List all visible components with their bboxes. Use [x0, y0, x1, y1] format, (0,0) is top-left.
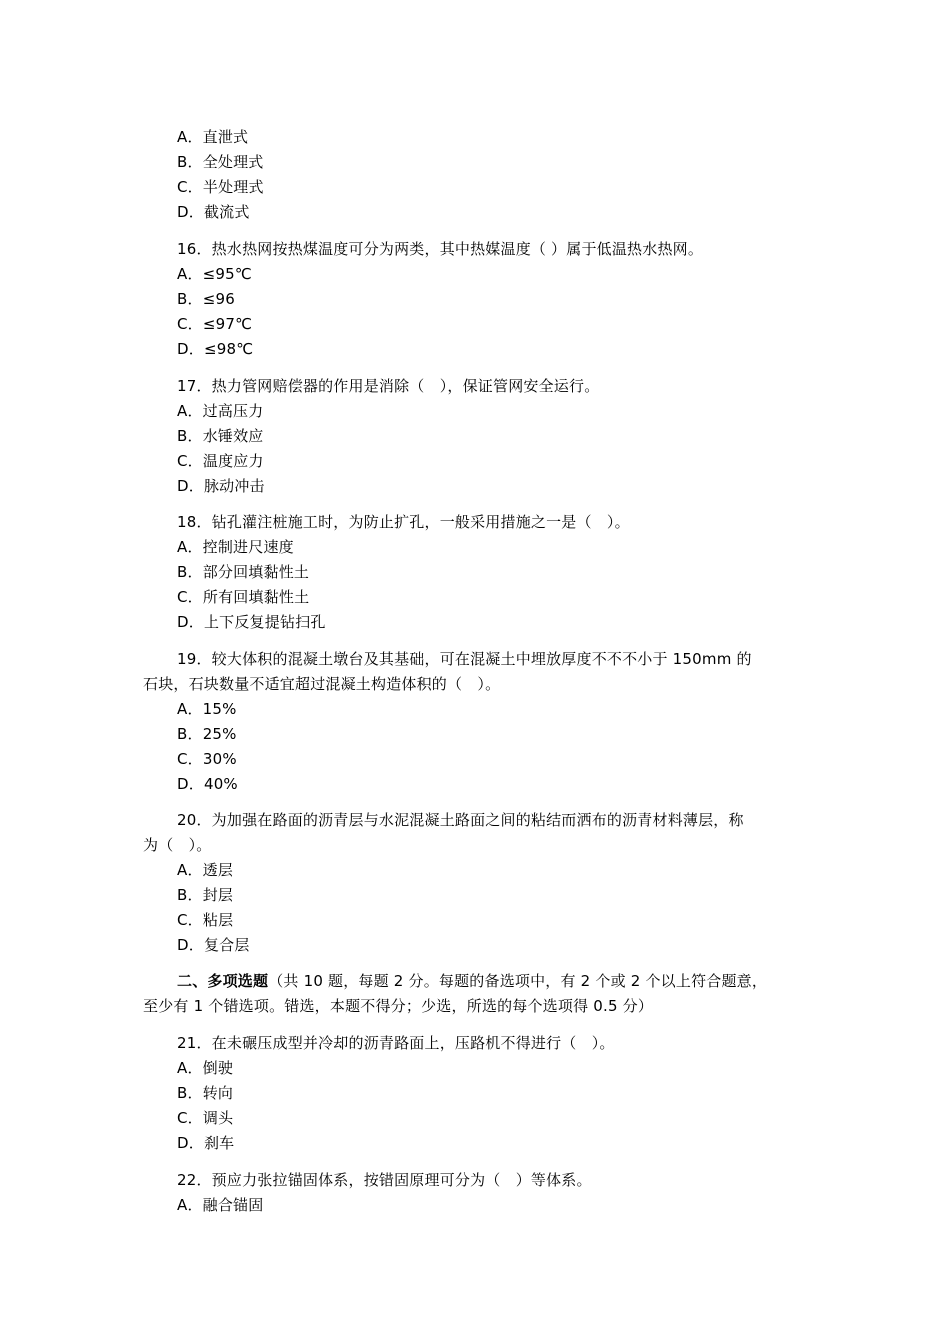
question-21: 21．在未碾压成型并冷却的沥青路面上，压路机不得进行（ ）。 [177, 1034, 615, 1052]
option-line: C．粘层 [177, 911, 234, 929]
option-line: C．温度应力 [177, 452, 264, 470]
question-18: 18．钻孔灌注桩施工时，为防止扩孔，一般采用措施之一是（ ）。 [177, 513, 630, 531]
option-line: B．全处理式 [177, 153, 264, 171]
option-line: D．40% [177, 775, 238, 793]
question-17: 17．热力管网赔偿器的作用是消除（ ），保证管网安全运行。 [177, 377, 600, 395]
question-19: 19．较大体积的混凝土墩台及其基础，可在混凝土中埋放厚度不不不小于 150mm 的 [177, 650, 752, 668]
option-line: B．水锤效应 [177, 427, 264, 445]
option-line: B．封层 [177, 886, 234, 904]
option-line: A．倒驶 [177, 1059, 234, 1077]
section-title: 二、多项选题 [177, 972, 269, 990]
option-line: D．上下反复提钻扫孔 [177, 613, 326, 631]
question-16: 16．热水热网按热煤温度可分为两类，其中热媒温度（ ）属于低温热水热网。 [177, 240, 704, 258]
option-line: A．融合锚固 [177, 1196, 264, 1214]
option-line: A．过高压力 [177, 402, 264, 420]
option-line: D．截流式 [177, 203, 250, 221]
question-19-cont: 石块，石块数量不适宜超过混凝土构造体积的（ ）。 [143, 675, 501, 693]
option-line: B．部分回填黏性土 [177, 563, 310, 581]
option-line: A．≤95℃ [177, 265, 252, 283]
option-line: A．直泄式 [177, 128, 249, 146]
section-instructions: （共 10 题，每题 2 分。每题的备选项中，有 2 个或 2 个以上符合题意， [268, 972, 768, 990]
option-line: B．≤96 [177, 290, 235, 308]
option-line: A．15% [177, 700, 237, 718]
option-line: A．透层 [177, 861, 234, 879]
option-line: D．脉动冲击 [177, 477, 265, 495]
option-line: C．调头 [177, 1109, 234, 1127]
option-line: D．刹车 [177, 1134, 235, 1152]
question-22: 22．预应力张拉锚固体系，按错固原理可分为（ ）等体系。 [177, 1171, 592, 1189]
option-line: D．复合层 [177, 936, 250, 954]
question-20-cont: 为（ ）。 [143, 836, 212, 854]
option-line: A．控制进尺速度 [177, 538, 294, 556]
option-line: B．转向 [177, 1084, 234, 1102]
option-line: C．半处理式 [177, 178, 264, 196]
section-instructions-cont: 至少有 1 个错选项。错选，本题不得分；少选，所选的每个选项得 0.5 分） [143, 997, 654, 1015]
option-line: D．≤98℃ [177, 340, 254, 358]
option-line: C．30% [177, 750, 237, 768]
option-line: C．所有回填黏性土 [177, 588, 310, 606]
option-line: C．≤97℃ [177, 315, 253, 333]
option-line: B．25% [177, 725, 237, 743]
section-heading [177, 971, 767, 991]
question-20: 20．为加强在路面的沥青层与水泥混凝土路面之间的粘结而洒布的沥青材料薄层，称 [177, 811, 744, 829]
